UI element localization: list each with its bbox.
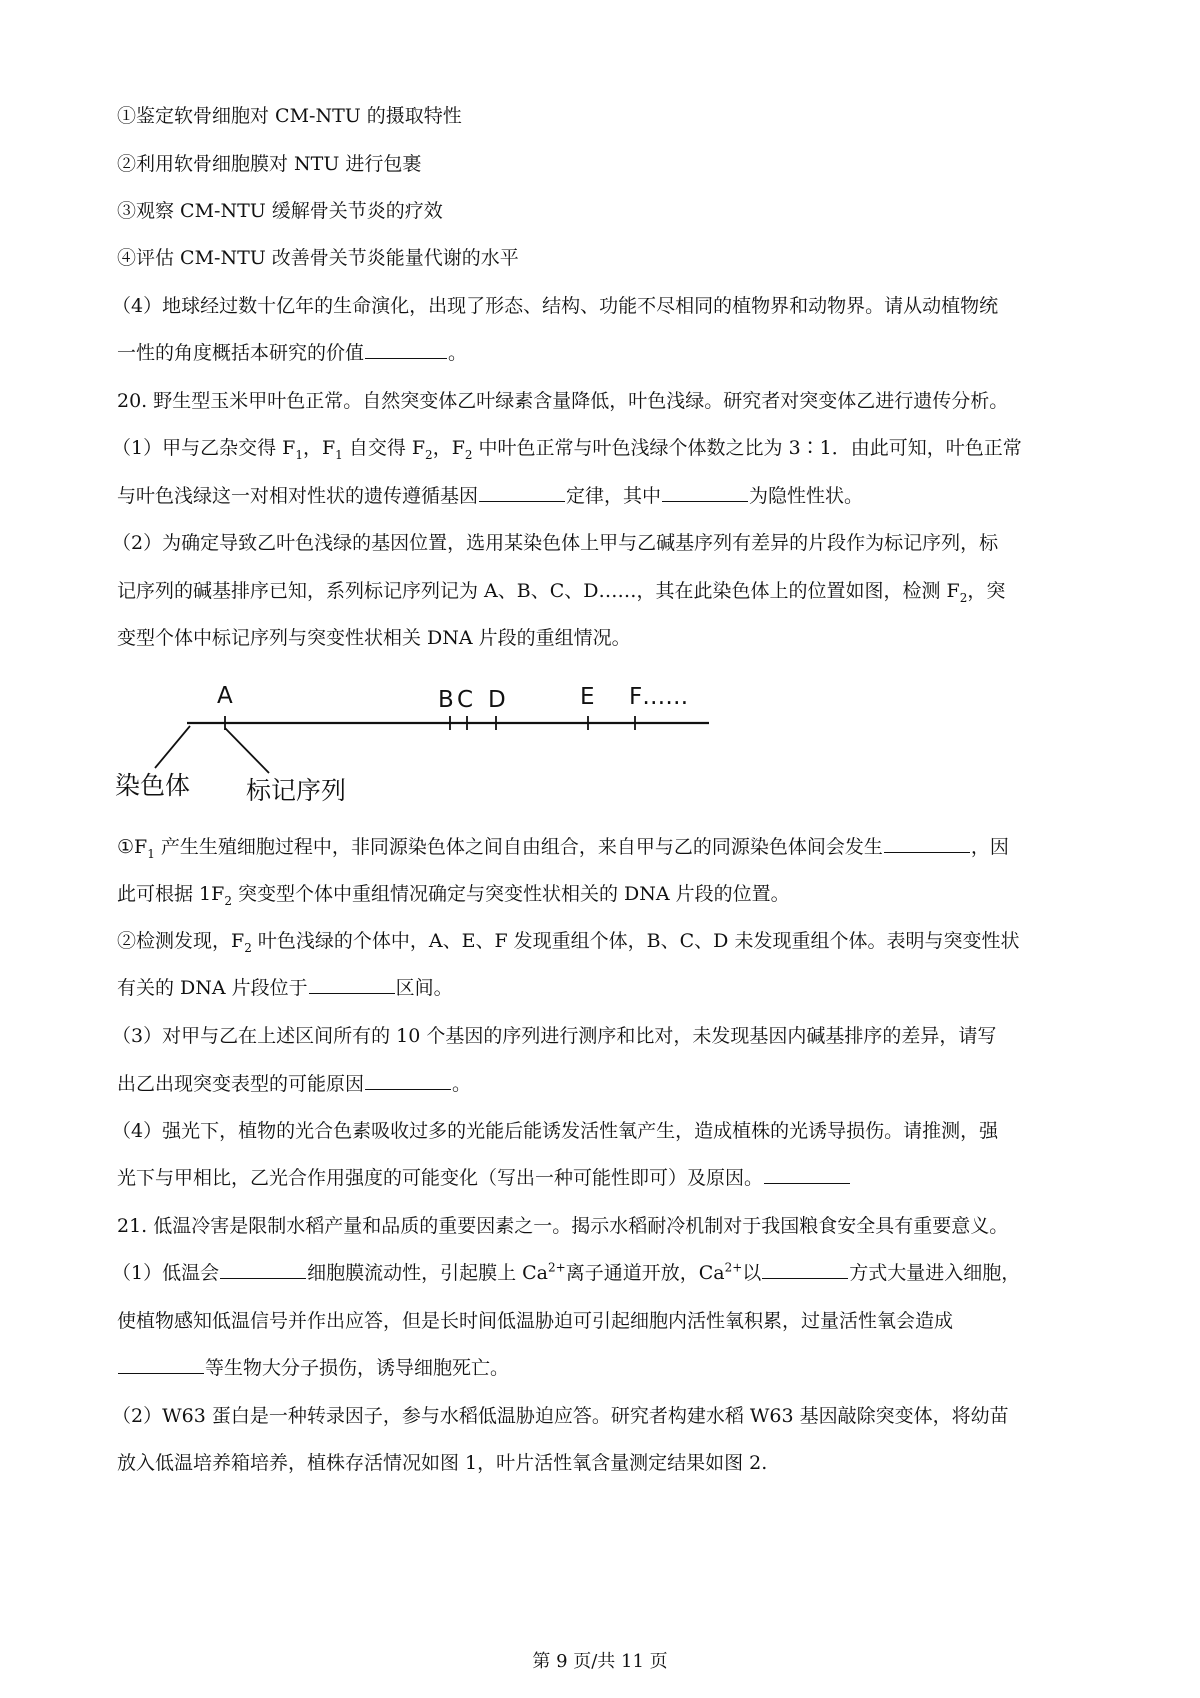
q20-part3-line1: （3）对甲与乙在上述区间所有的 10 个基因的序列进行测序和比对，未发现基因内碱基排序的差异，请写 (112, 1025, 997, 1047)
q20-sub1-line2: 此可根据 $1F_2$ 突变型个体中重组情况确定与突变性状相关的 DNA 片段的位置。 (117, 883, 790, 908)
page-number: 第 9 页/共 11 页 (532, 1651, 668, 1672)
q20-sub2-line2: 有关的 DNA 片段位于 区间。 (117, 977, 453, 999)
q19-part4-line2: 一性的角度概括本研究的价值 。 (117, 342, 468, 364)
q21-part1-line1: （1）低温会 细胞膜流动性，引起膜上 $Ca^{2+}$离子通道开放，$Ca^{2+}$以 方式大量进入细胞， (112, 1260, 1021, 1284)
q20-sub1-line1: $①F_1$ 产生生殖细胞过程中，非同源染色体之间自由组合，来自甲与乙的同源染色体间会发生 ，因 (117, 836, 1009, 861)
answer-blank[interactable] (309, 976, 395, 994)
marker-label-e: E (580, 684, 595, 710)
marker-pointer (225, 728, 269, 773)
q20-intro: 20. 野生型玉米甲叶色正常。自然突变体乙叶绿素含量降低，叶色浅绿。研究者对突变体乙进行遗传分析。 (117, 390, 1009, 412)
list-item: ②利用软骨细胞膜对 NTU 进行包裹 (117, 153, 422, 175)
q20-part2-line1: （2）为确定导致乙叶色浅绿的基因位置，选用某染色体上甲与乙碱基序列有差异的片段作为标记序列，标 (112, 532, 999, 554)
marker-label-a: A (217, 683, 233, 709)
marker-label-f: F…… (629, 684, 689, 710)
answer-blank[interactable] (479, 484, 565, 502)
q21-part1-line3: 等生物大分子损伤，诱导细胞死亡。 (117, 1353, 1100, 1383)
q21-part2-line2: 放入低温培养箱培养，植株存活情况如图 1，叶片活性氧含量测定结果如图 2. (117, 1452, 768, 1474)
answer-blank[interactable] (118, 1356, 204, 1374)
answer-blank[interactable] (662, 484, 748, 502)
chromosome-label: 染色体 (115, 771, 191, 800)
q20-part4-line2: 光下与甲相比，乙光合作用强度的可能变化（写出一种可能性即可）及原因。 (117, 1163, 1100, 1193)
marker-sequence-label: 标记序列 (246, 776, 347, 805)
answer-blank[interactable] (762, 1261, 848, 1279)
answer-blank[interactable] (884, 835, 970, 853)
chromosome-pointer (155, 726, 190, 768)
marker-label-c: C (457, 687, 474, 713)
answer-blank[interactable] (764, 1166, 850, 1184)
q20-part1-line2: 与叶色浅绿这一对相对性状的遗传遵循基因 定律，其中 为隐性性状。 (117, 485, 864, 507)
marker-label-d: D (488, 687, 506, 713)
q20-part2-line3: 变型个体中标记序列与突变性状相关 DNA 片段的重组情况。 (117, 627, 631, 649)
answer-blank[interactable] (365, 1072, 451, 1090)
q21-intro: 21. 低温冷害是限制水稻产量和品质的重要因素之一。揭示水稻耐冷机制对于我国粮食安全具有重要意义。 (117, 1215, 1009, 1237)
list-item: ③观察 CM-NTU 缓解骨关节炎的疗效 (117, 200, 443, 222)
list-item: ④评估 CM-NTU 改善骨关节炎能量代谢的水平 (117, 247, 519, 269)
q21-part2-line1: （2）W63 蛋白是一种转录因子，参与水稻低温胁迫应答。研究者构建水稻 W63 基因敲除突变体，将幼苗 (112, 1405, 1009, 1427)
chromosome-diagram (112, 676, 732, 816)
q19-part4-line1: （4）地球经过数十亿年的生命演化，出现了形态、结构、功能不尽相同的植物界和动物界。请从动植物统 (112, 295, 999, 317)
answer-blank[interactable] (365, 341, 447, 359)
list-item: ①鉴定软骨细胞对 CM-NTU 的摄取特性 (117, 105, 462, 127)
q20-part3-line2: 出乙出现突变表型的可能原因 。 (117, 1073, 472, 1095)
marker-label-b: B (438, 687, 454, 713)
q20-part1-line1: （1）甲与乙杂交得 $F_1$，$F_1$ 自交得 $F_2$，$F_2$ 中叶色正常与叶色浅绿个体数之比为 3∶1．由此可知，叶色正常 (112, 437, 1022, 462)
q20-part4-line1: （4）强光下，植物的光合色素吸收过多的光能后能诱发活性氧产生，造成植株的光诱导损伤。请推测，强 (112, 1120, 999, 1142)
q20-part2-line2: 记序列的碱基排序已知，系列标记序列记为 A、B、C、D……，其在此染色体上的位置如图，检测 $F_2$，突 (117, 580, 1006, 605)
q20-sub2-line1: ②检测发现，$F_2$ 叶色浅绿的个体中，A、E、F 发现重组个体，B、C、D 未发现重组个体。表明与突变性状 (117, 930, 1020, 955)
answer-blank[interactable] (220, 1261, 306, 1279)
q21-part1-line2: 使植物感知低温信号并作出应答，但是长时间低温胁迫可引起细胞内活性氧积累，过量活性氧会造成 (117, 1310, 954, 1332)
